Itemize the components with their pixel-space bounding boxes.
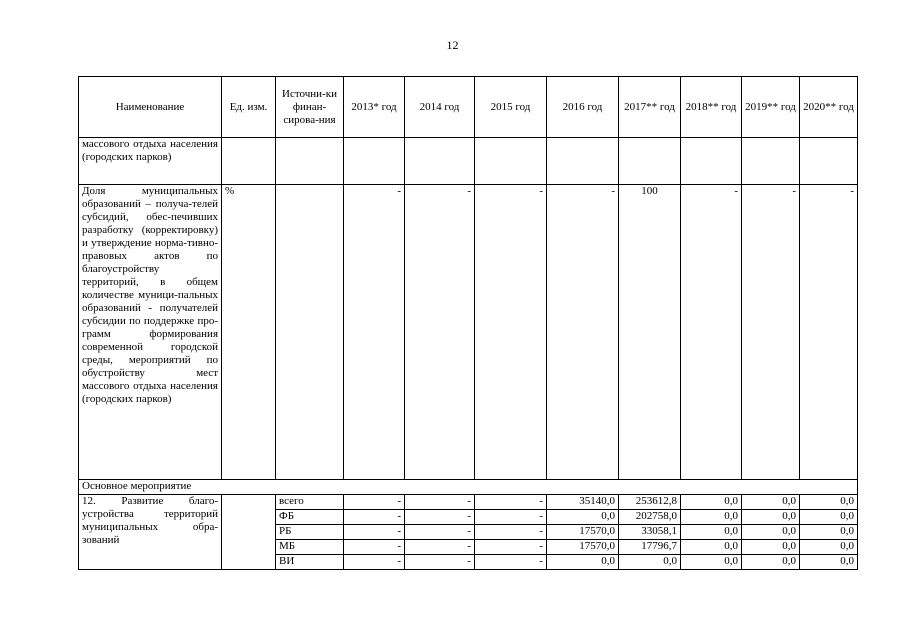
table-row [79, 185, 858, 480]
header-year: 2015 год [475, 77, 547, 138]
value-cell: 0,0 [681, 540, 742, 555]
source-cell: ВИ [276, 555, 344, 570]
section-label: Основное мероприятие [79, 480, 858, 495]
value-cell: 0,0 [800, 555, 858, 570]
header-source: Источни-ки финан-сирова-ния [276, 77, 344, 138]
value-cell: 0,0 [681, 525, 742, 540]
source-cell: всего [276, 495, 344, 510]
source-cell: РБ [276, 525, 344, 540]
value-cell: 0,0 [742, 525, 800, 540]
value-cell: 33058,1 [619, 525, 681, 540]
unit-cell: % [222, 185, 276, 480]
value-cell: 0,0 [681, 555, 742, 570]
value-cell: 0,0 [681, 495, 742, 510]
value-cell: - [405, 540, 475, 555]
value-cell: 0,0 [547, 510, 619, 525]
indicator-name: массового отдыха населения (городских парков) [79, 138, 222, 185]
value-cell: - [475, 185, 547, 480]
value-cell: 253612,8 [619, 495, 681, 510]
header-row [79, 77, 858, 138]
activity-name: 12. Развитие благо-устройства территорий муниципальных обра-зований [79, 495, 222, 570]
value-cell: 0,0 [742, 495, 800, 510]
value-cell: - [344, 510, 405, 525]
value-cell: - [742, 185, 800, 480]
table-row [79, 495, 858, 510]
value-cell: 0,0 [742, 540, 800, 555]
value-cell: 0,0 [800, 510, 858, 525]
value-cell: - [344, 495, 405, 510]
value-cell: 100 [619, 185, 681, 480]
value-cell: - [344, 185, 405, 480]
section-row [79, 480, 858, 495]
header-year: 2014 год [405, 77, 475, 138]
value-cell: 202758,0 [619, 510, 681, 525]
value-cell: - [475, 525, 547, 540]
value-cell: - [344, 555, 405, 570]
program-indicators-table [78, 76, 858, 570]
source-cell: МБ [276, 540, 344, 555]
value-cell: - [681, 185, 742, 480]
value-cell: - [475, 495, 547, 510]
value-cell: - [547, 185, 619, 480]
value-cell: - [405, 525, 475, 540]
value-cell: 17796,7 [619, 540, 681, 555]
value-cell: 0,0 [742, 555, 800, 570]
source-cell: ФБ [276, 510, 344, 525]
header-year: 2019** год [742, 77, 800, 138]
value-cell: 0,0 [619, 555, 681, 570]
value-cell: 0,0 [800, 495, 858, 510]
value-cell: 0,0 [800, 540, 858, 555]
value-cell: 0,0 [800, 525, 858, 540]
value-cell: 0,0 [681, 510, 742, 525]
value-cell: 17570,0 [547, 540, 619, 555]
header-year: 2016 год [547, 77, 619, 138]
value-cell: - [405, 495, 475, 510]
value-cell: - [475, 510, 547, 525]
header-unit: Ед. изм. [222, 77, 276, 138]
table-row [79, 138, 858, 185]
header-year: 2017** год [619, 77, 681, 138]
header-year: 2020** год [800, 77, 858, 138]
value-cell: - [405, 510, 475, 525]
header-year: 2013* год [344, 77, 405, 138]
header-year: 2018** год [681, 77, 742, 138]
value-cell: - [475, 540, 547, 555]
value-cell: - [405, 555, 475, 570]
value-cell: - [800, 185, 858, 480]
value-cell: 0,0 [742, 510, 800, 525]
value-cell: 35140,0 [547, 495, 619, 510]
page-number: 12 [446, 38, 459, 52]
value-cell: 17570,0 [547, 525, 619, 540]
value-cell: 0,0 [547, 555, 619, 570]
value-cell: - [405, 185, 475, 480]
value-cell: - [475, 555, 547, 570]
header-name: Наименование [79, 77, 222, 138]
value-cell: - [344, 525, 405, 540]
indicator-name: Доля муниципальных образований – получа-телей субсидий, обес-печивших разработку (корректировку) и утверждение норма-тивно-правовых актов по благоустройству территорий, в общем количестве муници-пальных образований - получателей субсидии по поддержке про-грамм формирования современной городской среды, мероприятий по обустройству мест массового отдыха населения (городских парков) [79, 185, 222, 480]
value-cell: - [344, 540, 405, 555]
